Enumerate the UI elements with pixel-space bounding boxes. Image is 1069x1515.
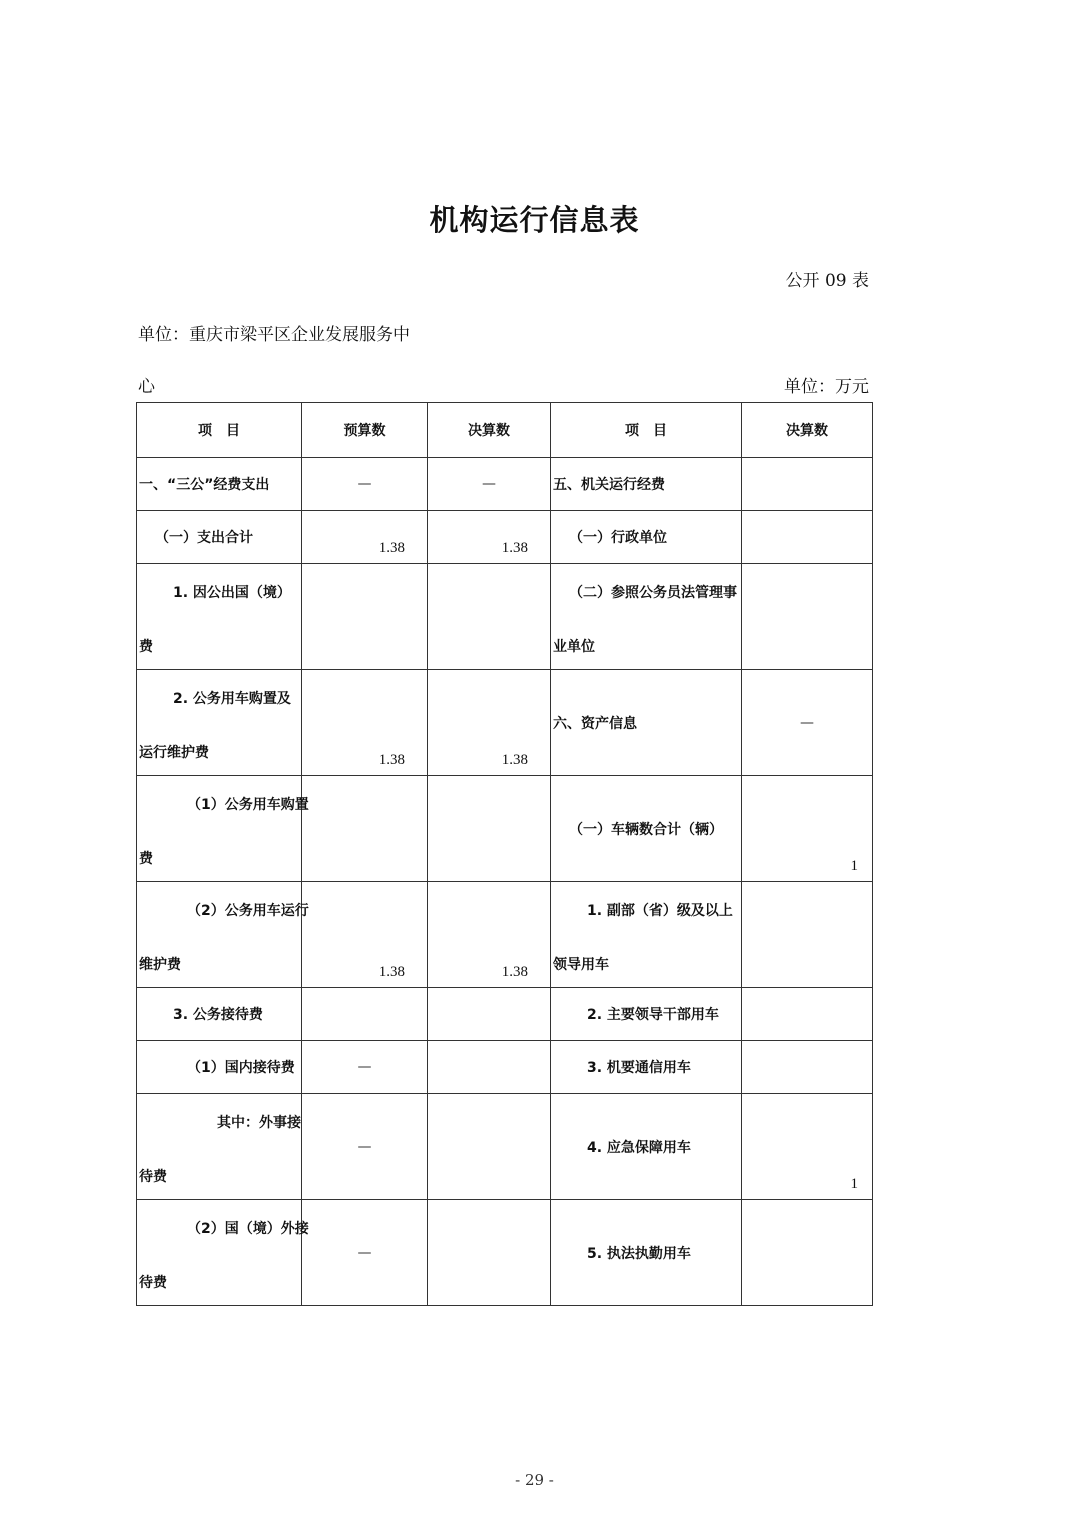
final-value: — (482, 476, 496, 492)
right-item: 2. 主要领导干部用车 (587, 1007, 719, 1023)
table-row (137, 670, 873, 776)
left-item: 3. 公务接待费 (173, 1007, 263, 1023)
form-number: 公开 09 表 (785, 271, 869, 291)
table-row (137, 564, 873, 670)
right-item: 六、资产信息 (553, 715, 637, 732)
left-item-line1: （2）国（境）外接 (187, 1221, 309, 1237)
header-final: 决算数 (428, 403, 551, 458)
left-item: （1）国内接待费 (187, 1060, 295, 1076)
header-item-left: 项 目 (137, 403, 302, 458)
info-table (136, 402, 873, 1306)
unit-name-line1: 单位：重庆市梁平区企业发展服务中 (138, 325, 410, 345)
table-header-row (137, 403, 873, 458)
right-item: 五、机关运行经费 (553, 477, 665, 493)
right-item: 5. 执法执勤用车 (587, 1245, 691, 1262)
budget-value: — (357, 476, 372, 492)
budget-value: — (357, 1059, 372, 1075)
left-item-line2: 费 (139, 851, 153, 867)
table-row (137, 1094, 873, 1200)
left-item-line2: 维护费 (139, 957, 181, 973)
budget-value: 1.38 (378, 752, 405, 768)
table-row (137, 776, 873, 882)
right-item-line1: （二）参照公务员法管理事 (569, 585, 737, 601)
header-final-right: 决算数 (742, 403, 873, 458)
left-item-line1: 2. 公务用车购置及 (173, 691, 291, 707)
page-number: - 29 - (515, 1471, 554, 1489)
left-item-line2: 运行维护费 (139, 745, 209, 761)
currency-unit: 单位：万元 (784, 377, 869, 397)
right-item: （一）车辆数合计（辆） (569, 821, 723, 838)
left-item-line1: 1. 因公出国（境） (173, 585, 291, 601)
table-row (137, 882, 873, 988)
left-item-line2: 待费 (139, 1169, 167, 1185)
final-value: 1.38 (501, 964, 528, 980)
left-item-line1: 其中：外事接 (217, 1115, 301, 1131)
right-item-line2: 领导用车 (553, 957, 609, 973)
left-item-line2: 费 (139, 639, 153, 655)
right-final-value: 1 (850, 1176, 858, 1192)
right-item: （一）行政单位 (569, 530, 667, 546)
budget-value: 1.38 (378, 540, 405, 556)
right-item: 4. 应急保障用车 (587, 1139, 691, 1156)
table-row (137, 988, 873, 1041)
header-item-right: 项 目 (551, 403, 742, 458)
left-item-line1: （2）公务用车运行 (187, 903, 309, 919)
table-row (137, 1041, 873, 1094)
right-item-line2: 业单位 (553, 639, 595, 655)
left-item: 一、“三公”经费支出 (139, 477, 270, 493)
table-row (137, 458, 873, 511)
final-value: 1.38 (501, 752, 528, 768)
right-final-value: 1 (850, 858, 858, 874)
left-item: （一）支出合计 (155, 530, 253, 546)
budget-value: — (357, 1244, 372, 1261)
budget-value: — (357, 1138, 372, 1155)
right-item: 3. 机要通信用车 (587, 1060, 691, 1076)
left-item-line1: （1）公务用车购置 (187, 797, 309, 813)
header-budget: 预算数 (302, 403, 428, 458)
right-item-line1: 1. 副部（省）级及以上 (587, 903, 733, 919)
table-row (137, 511, 873, 564)
table-row (137, 1200, 873, 1306)
document-title: 机构运行信息表 (429, 203, 640, 237)
unit-name-line2: 心 (138, 377, 155, 397)
left-item-line2: 待费 (139, 1275, 167, 1291)
budget-value: 1.38 (378, 964, 405, 980)
right-final-value: — (800, 714, 814, 731)
final-value: 1.38 (501, 540, 528, 556)
